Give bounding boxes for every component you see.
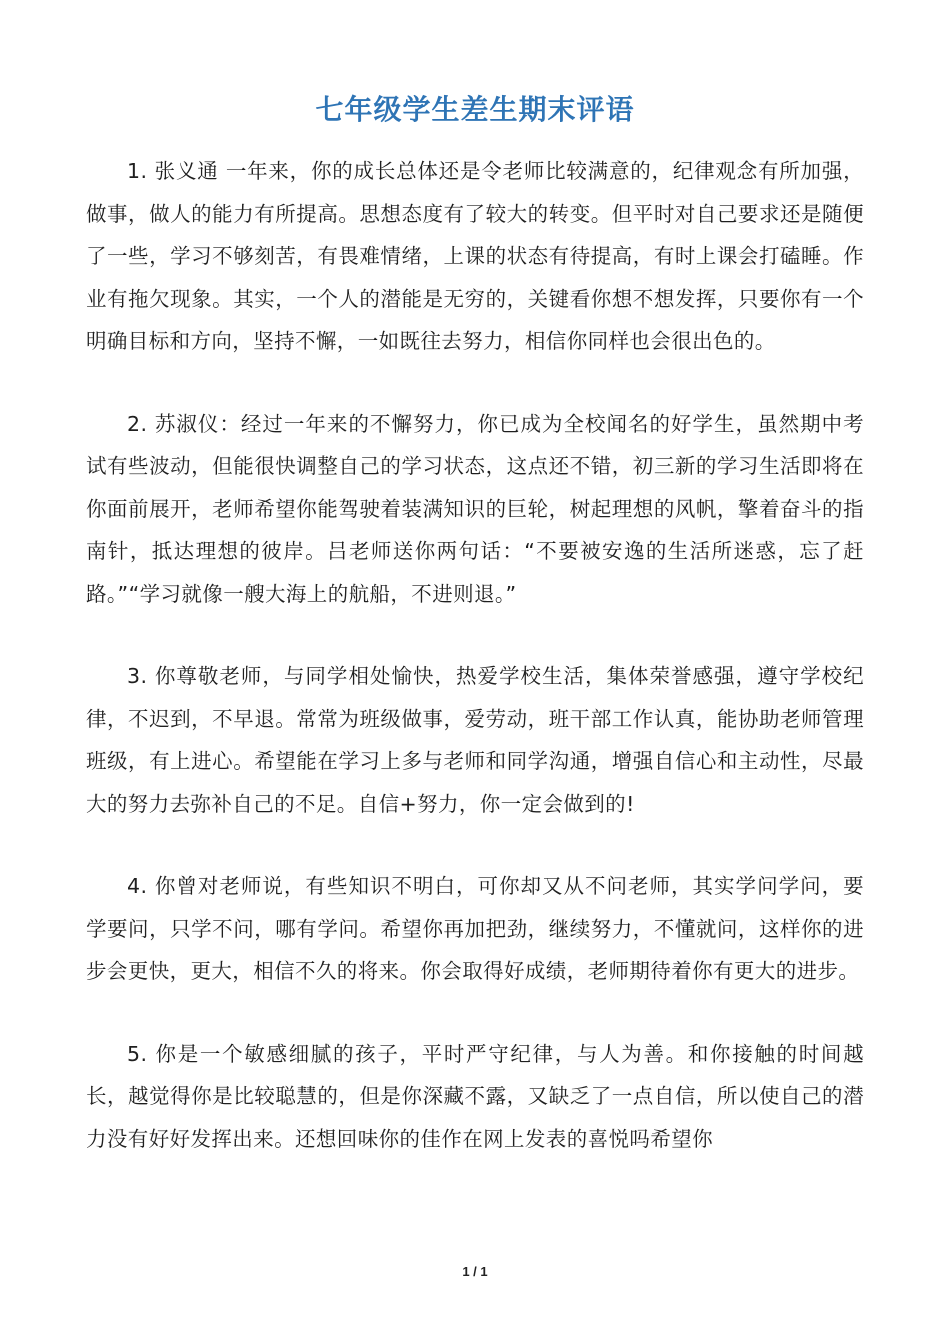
- paragraph-4: 4. 你曾对老师说，有些知识不明白，可你却又从不问老师，其实学问学问，要学要问，只学不问，哪有学问。希望你再加把劲，继续努力，不懂就问，这样你的进步会更快，更大，相信不久的将来。你会取得好成绩，老师期待着你有更大的进步。: [86, 874, 864, 983]
- paragraph-2: 2. 苏淑仪：经过一年来的不懈努力，你已成为全校闻名的好学生，虽然期中考试有些波动，但能很快调整自己的学习状态，这点还不错，初三新的学习生活即将在你面前展开，老师希望你能驾驶着装满知识的巨轮，树起理想的风帆，擎着奋斗的指南针，抵达理想的彼岸。吕老师送你两句话：“不要被安逸的生活所迷惑，忘了赶路。”“学习就像一艘大海上的航船，不进则退。”: [86, 411, 864, 606]
- page-title: 七年级学生差生期末评语: [315, 93, 635, 126]
- paragraph-5: 5. 你是一个敏感细腻的孩子，平时严守纪律，与人为善。和你接触的时间越长，越觉得你是比较聪慧的，但是你深藏不露，又缺乏了一点自信，所以使自己的潜力没有好好发挥出来。还想回味你的佳作在网上发表的喜悦吗希望你: [86, 1041, 864, 1151]
- document-body: [86, 150, 864, 1200]
- page-number: 1 / 1: [462, 1264, 488, 1279]
- paragraph-3: 3. 你尊敬老师，与同学相处愉快，热爱学校生活，集体荣誉感强，遵守学校纪律，不迟到，不早退。常常为班级做事，爱劳动，班干部工作认真，能协助老师管理班级，有上进心。希望能在学习上多与老师和同学沟通，增强自信心和主动性，尽最大的努力去弥补自己的不足。自信+努力，你一定会做到的!: [86, 664, 864, 816]
- paragraph-1: 1. 张义通 一年来，你的成长总体还是令老师比较满意的，纪律观念有所加强，做事，做人的能力有所提高。思想态度有了较大的转变。但平时对自己要求还是随便了一些，学习不够刻苦，有畏难情绪，上课的状态有待提高，有时上课会打磕睡。作业有拖欠现象。其实，一个人的潜能是无穷的，关键看你想不想发挥，只要你有一个明确目标和方向，坚持不懈，一如既往去努力，相信你同样也会很出色的。: [86, 159, 864, 353]
